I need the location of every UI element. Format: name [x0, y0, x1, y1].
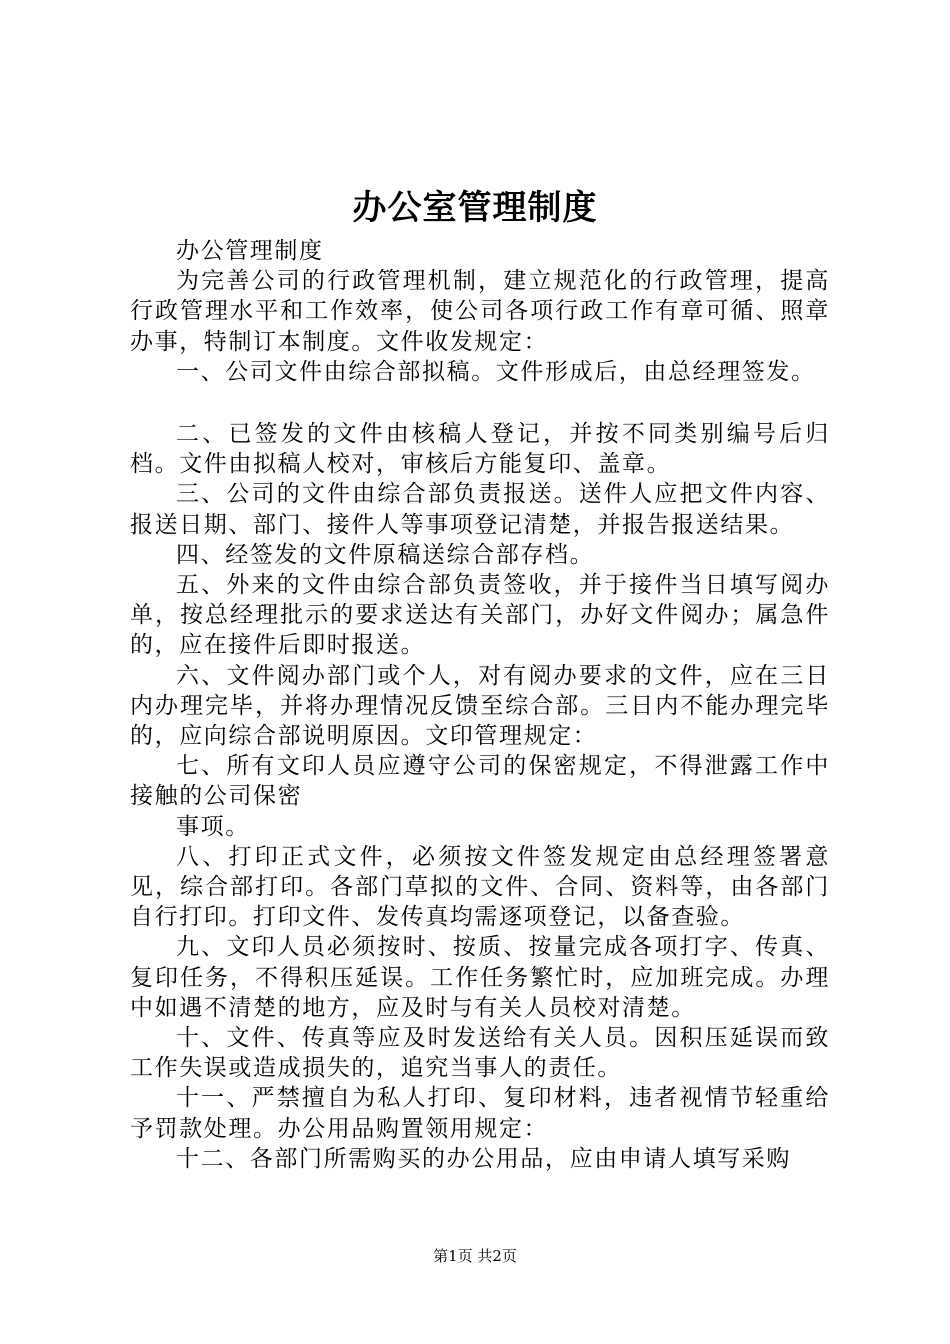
paragraph-gap	[130, 387, 830, 419]
paragraph: 十一、严禁擅自为私人打印、复印材料，违者视情节轻重给予罚款处理。办公用品购置领用规定：	[130, 1085, 830, 1142]
page-footer: 第1页 共2页	[433, 1247, 517, 1265]
paragraph: 为完善公司的行政管理机制，建立规范化的行政管理，提高行政管理水平和工作效率，使公司各项行政工作有章可循、照章办事，特制订本制度。文件收发规定：	[130, 268, 830, 355]
paragraph: 十、文件、传真等应及时发送给有关人员。因积压延误而致工作失误或造成损失的，追究当事人的责任。	[130, 1025, 830, 1082]
paragraph: 八、打印正式文件，必须按文件签发规定由总经理签署意见，综合部打印。各部门草拟的文件、合同、资料等，由各部门自行打印。打印文件、发传真均需逐项登记，以备查验。	[130, 843, 830, 931]
paragraph: 事项。	[176, 813, 250, 840]
paragraph: 九、文印人员必须按时、按质、按量完成各项打字、传真、复印任务，不得积压延误。工作任务繁忙时，应加班完成。办理中如遇不清楚的地方，应及时与有关人员校对清楚。	[130, 934, 830, 1021]
paragraph: 四、经签发的文件原稿送综合部存档。	[176, 541, 595, 568]
paragraph: 七、所有文印人员应遵守公司的保密规定，不得泄露工作中接触的公司保密	[130, 753, 830, 810]
paragraph: 三、公司的文件由综合部负责报送。送件人应把文件内容、报送日期、部门、接件人等事项登记清楚，并报告报送结果。	[130, 481, 830, 538]
document-title: 办公室管理制度	[352, 188, 598, 228]
paragraph: 六、文件阅办部门或个人，对有阅办要求的文件，应在三日内办理完毕，并将办理情况反馈至综合部。三日内不能办理完毕的，应向综合部说明原因。文印管理规定：	[130, 662, 830, 750]
paragraph: 十二、各部门所需购买的办公用品，应由申请人填写采购	[176, 1145, 791, 1172]
document-body	[130, 236, 830, 1174]
paragraph: 一、公司文件由综合部拟稿。文件形成后，由总经理签发。	[176, 358, 816, 385]
paragraph: 办公管理制度	[176, 238, 324, 264]
paragraph: 五、外来的文件由综合部负责签收，并于接件当日填写阅办单，按总经理批示的要求送达有关部门，办好文件阅办；属急件的，应在接件后即时报送。	[130, 572, 830, 659]
paragraph: 二、已签发的文件由核稿人登记，并按不同类别编号后归档。文件由拟稿人校对，审核后方能复印、盖章。	[130, 421, 830, 478]
